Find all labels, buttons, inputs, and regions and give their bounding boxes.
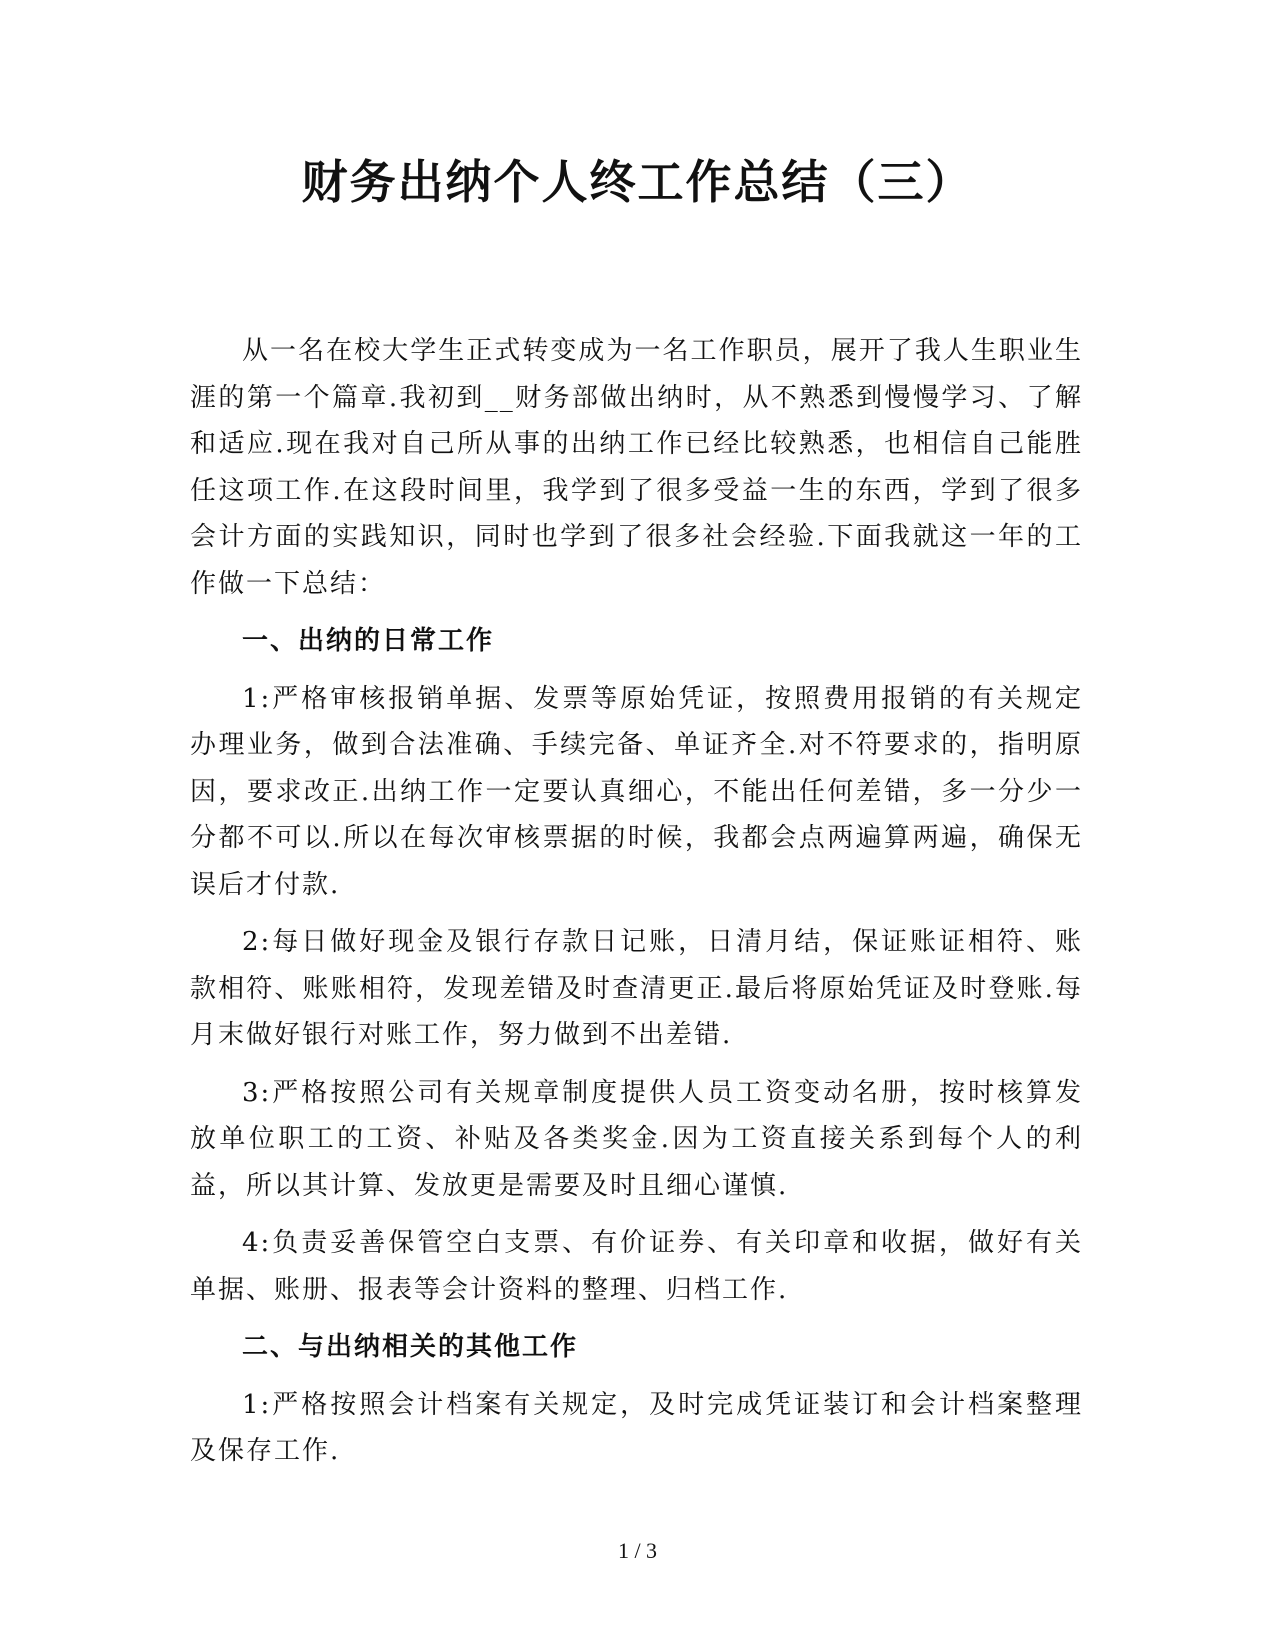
daily-work-item-4: 4:负责妥善保管空白支票、有价证券、有关印章和收据，做好有关单据、账册、报表等会计资料的整理、归档工作. [190,1228,1083,1305]
document-title: 财务出纳个人终工作总结（三） [301,155,974,209]
section-heading-daily-work: 一、出纳的日常工作 [242,626,495,656]
page-number: 1 / 3 [617,1538,658,1563]
other-work-item-1: 1:严格按照会计档案有关规定，及时完成凭证装订和会计档案整理及保存工作. [190,1389,1083,1466]
section-heading-other-work: 二、与出纳相关的其他工作 [242,1332,579,1362]
intro-paragraph: 从一名在校大学生正式转变成为一名工作职员，展开了我人生职业生涯的第一个篇章.我初到__财务部做出纳时，从不熟悉到慢慢学习、了解和适应.现在我对自己所从事的出纳工作已经比较熟悉，也相信自己能胜任这项工作.在这段时间里，我学到了很多受益一生的东西，学到了很多会计方面的实践知识，同时也学到了很多社会经验.下面我就这一年的工作做一下总结： [190,336,1083,599]
document-body [190,328,1083,1486]
daily-work-item-2: 2:每日做好现金及银行存款日记账，日清月结，保证账证相符、账款相符、账账相符，发现差错及时查清更正.最后将原始凭证及时登账.每月末做好银行对账工作，努力做到不出差错. [190,927,1083,1050]
daily-work-item-3: 3:严格按照公司有关规章制度提供人员工资变动名册，按时核算发放单位职工的工资、补贴及各类奖金.因为工资直接关系到每个人的利益，所以其计算、发放更是需要及时且细心谨慎. [190,1077,1083,1201]
daily-work-item-1: 1:严格审核报销单据、发票等原始凭证，按照费用报销的有关规定办理业务，做到合法准确、手续完备、单证齐全.对不符要求的，指明原因，要求改正.出纳工作一定要认真细心，不能出任何差错，多一分少一分都不可以.所以在每次审核票据的时候，我都会点两遍算两遍，确保无误后才付款. [190,683,1083,900]
